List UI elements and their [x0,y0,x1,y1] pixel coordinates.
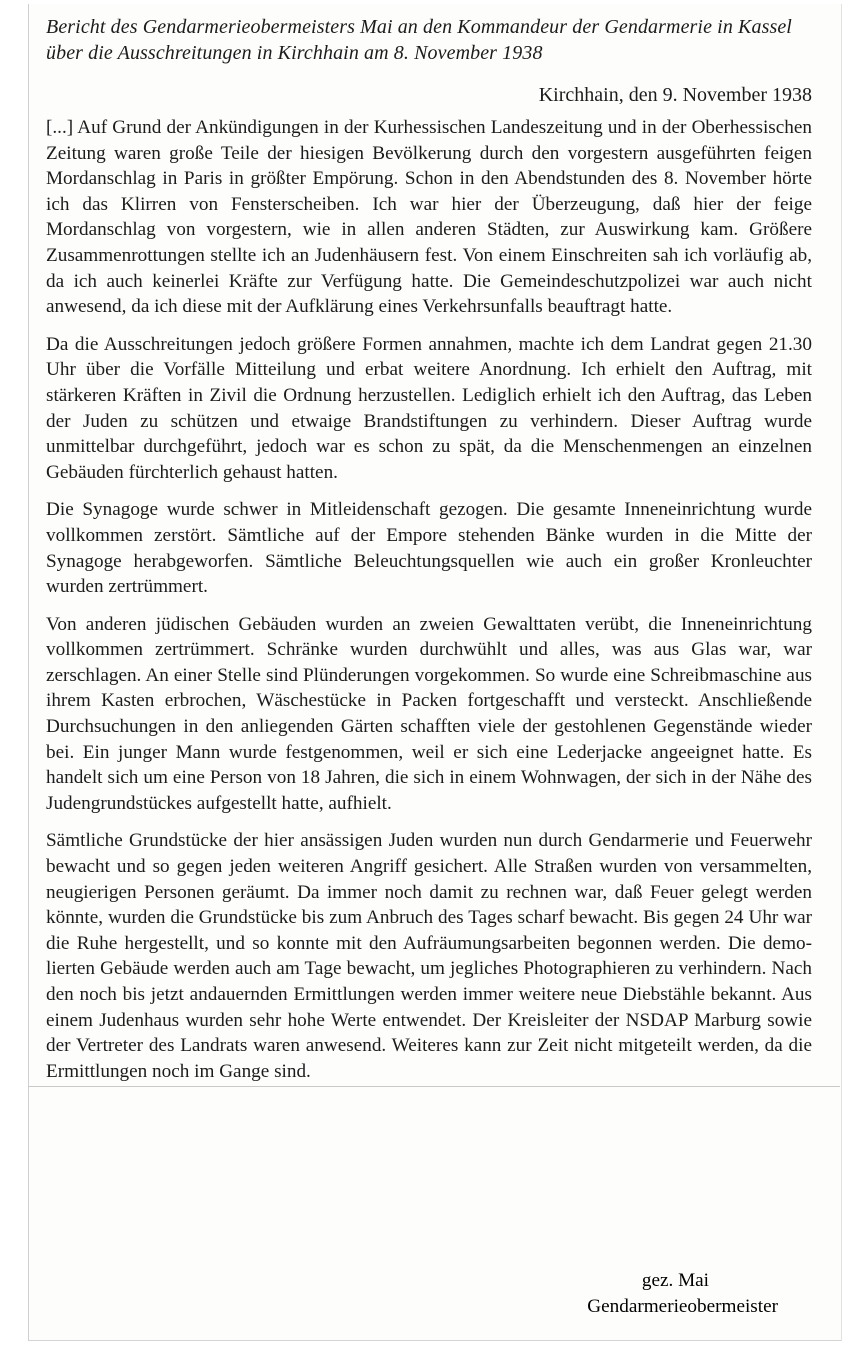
paragraph-5: Sämtliche Grundstücke der hier ansässigen Juden wurden nun durch Gendarmerie und Feuerwehr bewacht und so gegen jeden weiteren Angriff gesichert. Alle Straßen wurden von versammelten, neugierigen Personen geräumt. Da immer noch damit zu rechnen war, daß Feuer gelegt werden könnte, wurden die Grundstücke bis zum Anbruch des Tages scharf bewacht. Bis gegen 24 Uhr war die Ruhe hergestellt, und so konnte mit den Aufräumungsarbeiten begonnen werden. Die demolierten Gebäude werden auch am Tage bewacht, um jegliches Photographieren zu verhindern. Nach den noch bis jetzt andauernden Ermittlungen werden immer weitere neue Diebstähle bekannt. Aus einem Judenhaus wurden sehr hohe Werte entwendet. Der Kreisleiter der NSDAP Marburg sowie der Vertreter des Landrats waren anwesend. Weiteres kann zur Zeit nicht mitgeteilt werden, da die Ermittlungen noch im Gange sind. [46,830,812,1082]
paste-seam-divider [28,1086,840,1087]
paragraph-3: Die Synagoge wurde schwer in Mitleidenschaft gezogen. Die gesamte Inneneinrichtung wurde vollkommen zerstört. Sämtliche auf der Empore stehenden Bänke wurden in die Mitte der Synagoge herabgeworfen. Sämtliche Beleuchtungsquellen wie auch ein großer Kronleuchter wurden zertrümmert. [46,499,812,598]
dateline: Kirchhain, den 9. November 1938 [538,84,812,106]
paragraph-4: Von anderen jüdischen Gebäuden wurden an zweien Gewalttaten verübt, die Inneneinrichtung vollkommen zertrümmert. Schränke wurden durchwühlt und alles, was aus Glas war, war zerschlagen. An einer Stelle sind Plünderungen vorgekommen. So wurde eine Schreibmaschine aus ihrem Kasten erbrochen, Wäschestücke in Packen fortgeschafft und versteckt. Anschließende Durchsuchungen in den anliegenden Gärten schafften viele der gestohlenen Gegenstände wieder bei. Ein junger Mann wurde festgenommen, weil er sich eine Lederjacke angeeignet hatte. Es handelt sich um eine Person von 18 Jahren, die sich in einem Wohnwagen, der sich in der Nähe des Judengrundstückes aufgestellt hatte, aufhielt. [46,613,812,814]
paragraph-1: [...] Auf Grund der Ankündigungen in der Kurhessischen Landeszeitung und in der Oberhessischen Zeitung waren große Teile der hiesigen Bevölkerung durch den vorgestern ausgeführten feigen Mordanschlag in Paris in größter Empörung. Schon in den Abendstunden des 8. November hörte ich das Klirren von Fensterscheiben. Ich war hier der Überzeugung, daß hier der feige Mordanschlag von vorgestern, wie in allen anderen Städten, zur Auswirkung kam. Größere Zusammenrottungen stellte ich an Judenhäusern fest. Von einem Einschreiten sah ich vorläufig ab, da ich auch keinerlei Kräfte zur Verfügung hatte. Die Gemeindeschutzpolizei war auch nicht anwesend, da ich diese mit der Aufklärung eines Verkehrsunfalls beauftragt hatte. [46,117,812,318]
document-body [46,14,812,1084]
paragraph-2: Da die Ausschreitungen jedoch größere Formen annahmen, machte ich dem Landrat gegen 21.30 Uhr über die Vorfälle Mitteilung und erbat weitere Anordnung. Ich erhielt den Auftrag, mit stärkeren Kräften in Zivil die Ordnung herzustellen. Lediglich erhielt ich den Auftrag, das Leben der Juden zu schützen und etwaige Brandstiftungen zu verhindern. Dieser Auftrag wurde unmittelbar durchgeführt, jedoch war es schon zu spät, da die Menschenmengen an einzelnen Gebäuden fürchterlich gehaust hatten. [46,333,812,483]
signature-name: gez. Mai [641,1270,709,1291]
signature-block [46,1268,778,1320]
document-heading: Bericht des Gendarmerieobermeisters Mai an den Kommandeur der Gendarmerie in Kassel über die Ausschreitungen in Kirchhain am 8. November 1938 [46,16,792,64]
signature-title: Gendarmerieobermeister [587,1296,778,1317]
